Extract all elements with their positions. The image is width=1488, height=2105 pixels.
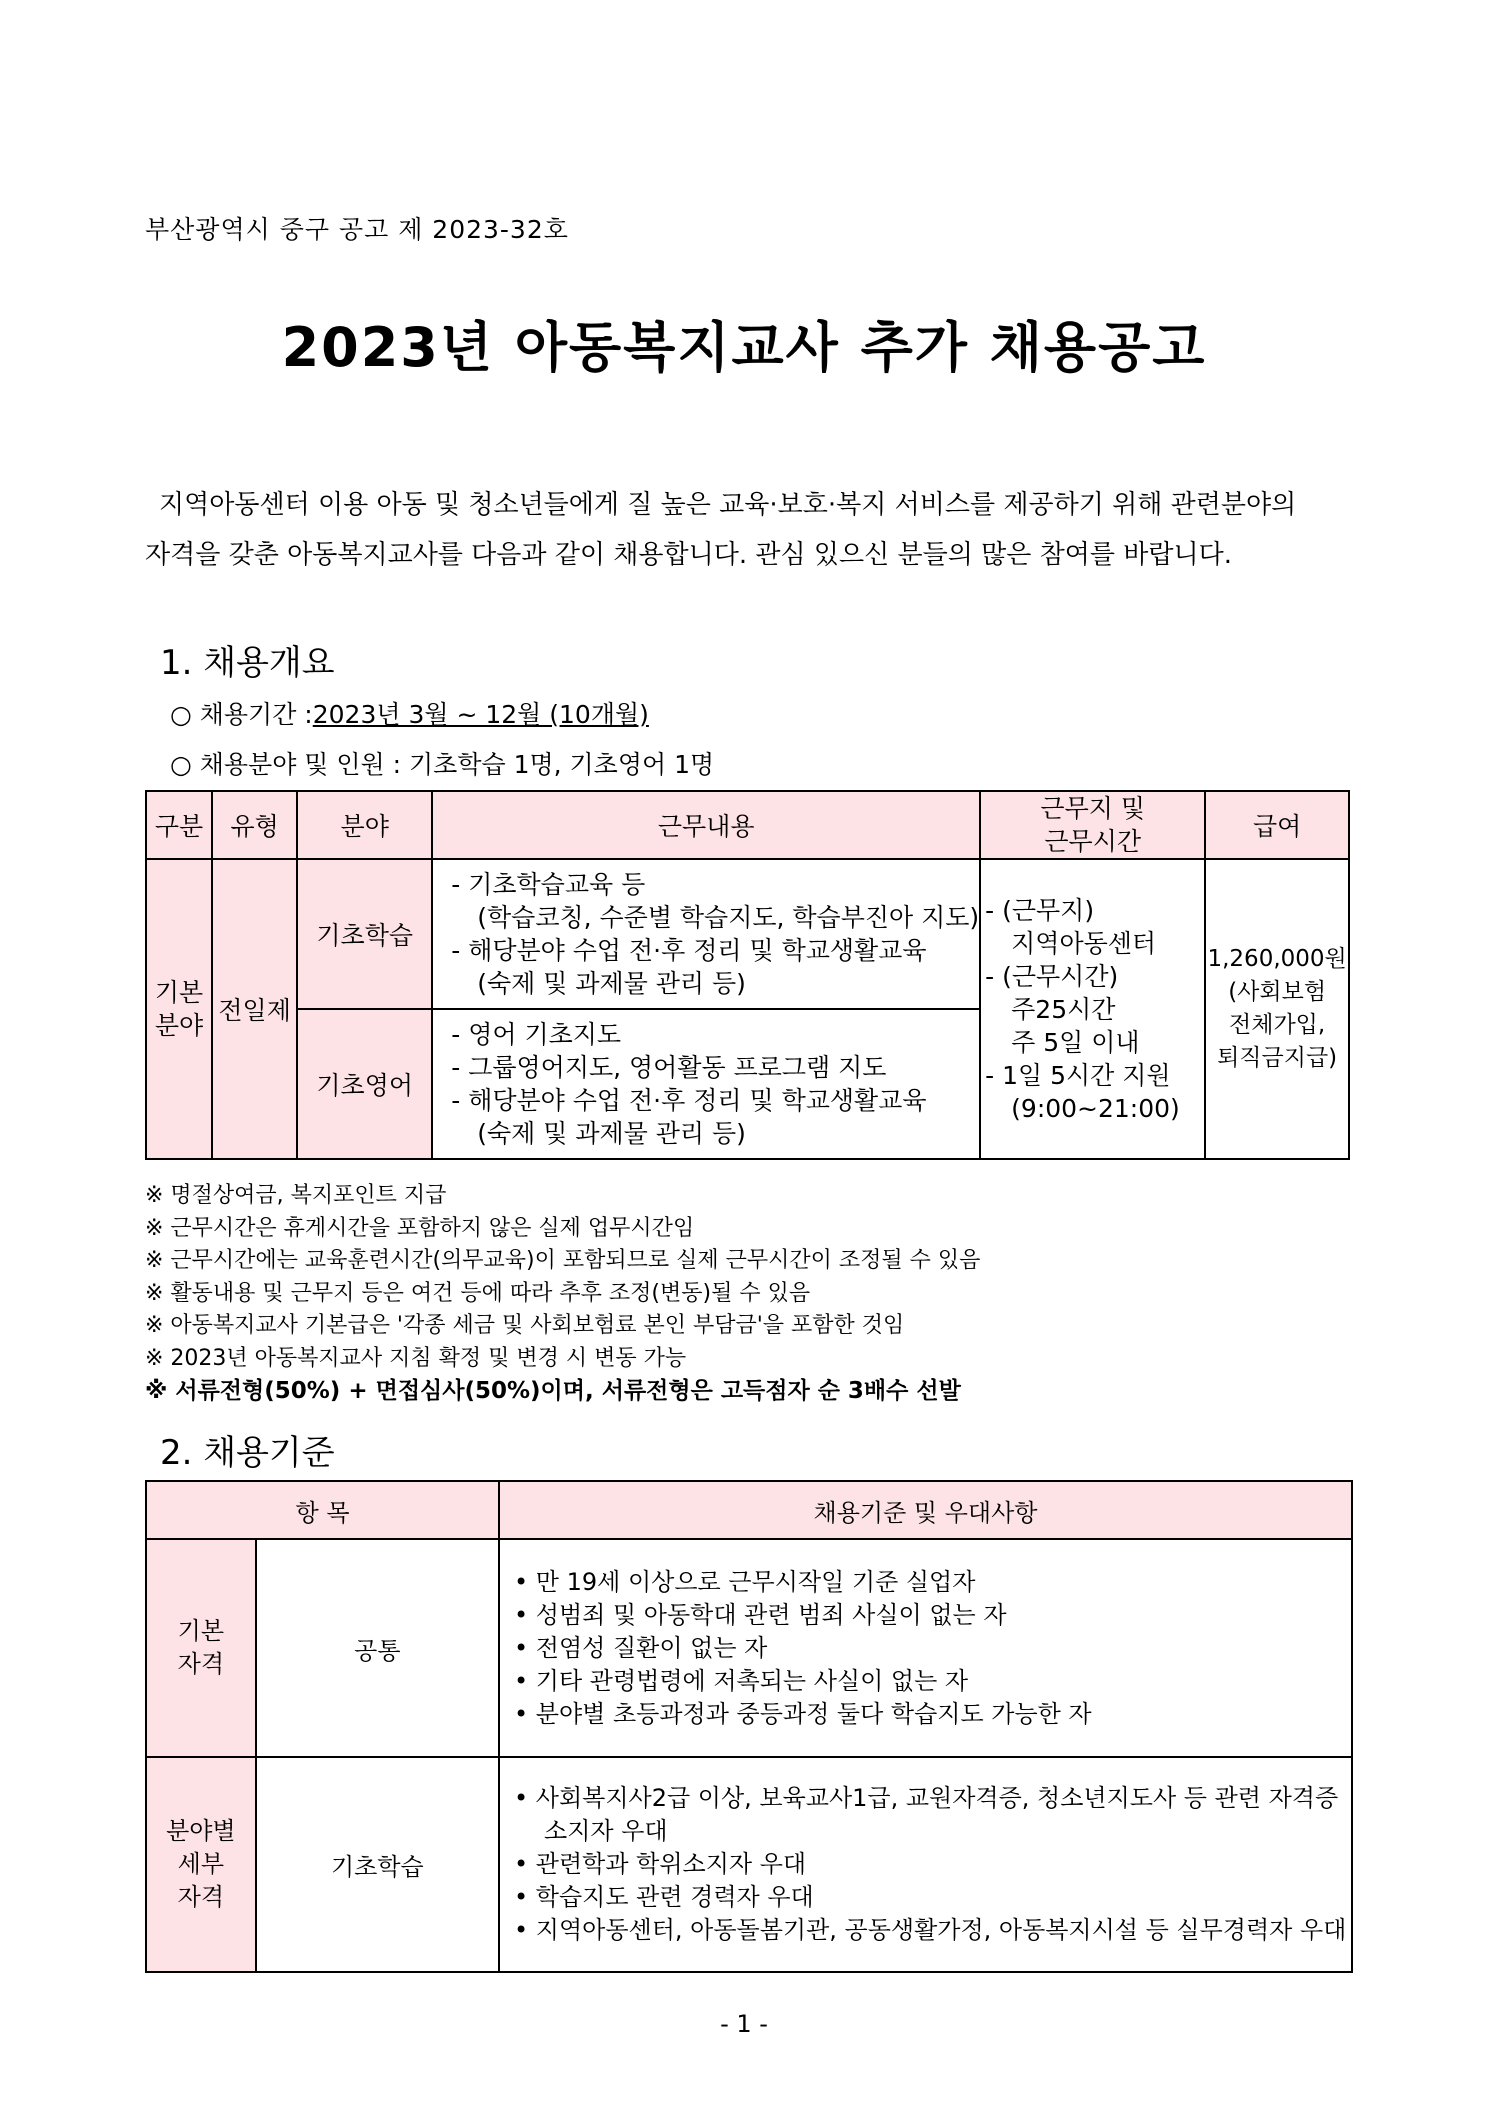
- header-category: 구분: [146, 791, 212, 859]
- recruit-period-label: ○ 채용기간 :: [170, 700, 313, 729]
- criteria-line: 소지자 우대: [544, 1817, 668, 1845]
- header-workplace: [980, 791, 1205, 859]
- note-item: ※ 근무시간은 휴게시간을 포함하지 않은 실제 업무시간임: [145, 1215, 695, 1241]
- note-item: ※ 활동내용 및 근무지 등은 여건 등에 따라 추후 조정(변동)될 수 있음: [145, 1280, 811, 1306]
- duty-line: (학습코칭, 수준별 학습지도, 학습부진아 지도): [477, 903, 980, 932]
- header-criteria: 채용기준 및 우대사항: [499, 1481, 1352, 1539]
- workplace-line: - (근무시간): [985, 961, 1119, 991]
- workplace-line: 지역아동센터: [1011, 928, 1157, 958]
- duty-line: - 그룹영어지도, 영어활동 프로그램 지도: [451, 1053, 887, 1082]
- criteria-item-cell: 기초학습: [256, 1757, 499, 1972]
- criteria-item-cell: 공통: [256, 1539, 499, 1757]
- criteria-category-line: 자격: [177, 1650, 225, 1678]
- category-line: 분야: [154, 1011, 204, 1040]
- workplace-line: (9:00~21:00): [1011, 1093, 1180, 1123]
- field-cell: 기초영어: [297, 1009, 432, 1159]
- note-item: ※ 명절상여금, 복지포인트 지급: [145, 1183, 447, 1208]
- header-item: 항 목: [146, 1481, 499, 1539]
- header-workplace-line: 근무지 및: [1040, 794, 1145, 823]
- criteria-category-line: 분야별: [166, 1817, 236, 1845]
- recruit-fields: ○ 채용분야 및 인원 : 기초학습 1명, 기초영어 1명: [170, 750, 715, 779]
- page-number: - 1 -: [720, 2010, 768, 2038]
- field-cell: 기초학습: [297, 859, 432, 1009]
- duties-cell: [432, 1009, 980, 1159]
- duty-line: (숙제 및 과제물 관리 등): [477, 1119, 746, 1148]
- criteria-line: • 만 19세 이상으로 근무시작일 기준 실업자: [514, 1567, 976, 1596]
- criteria-line: • 성범죄 및 아동학대 관련 범죄 사실이 없는 자: [514, 1600, 1007, 1629]
- duty-line: - 해당분야 수업 전·후 정리 및 학교생활교육: [451, 1086, 927, 1115]
- section-1-heading: 1. 채용개요: [160, 643, 335, 683]
- header-workplace-line: 근무시간: [1044, 827, 1141, 856]
- note-item: ※ 근무시간에는 교육훈련시간(의무교육)이 포함되므로 실제 근무시간이 조정될 수 있음: [145, 1248, 981, 1273]
- criteria-line: • 지역아동센터, 아동돌봄기관, 공동생활가정, 아동복지시설 등 실무경력자 우대: [514, 1916, 1347, 1944]
- notice-number: 부산광역시 중구 공고 제 2023-32호: [145, 215, 569, 244]
- duty-line: - 기초학습교육 등: [451, 870, 646, 899]
- criteria-line: • 분야별 초등과정과 중등과정 둘다 학습지도 가능한 자: [514, 1699, 1092, 1728]
- intro-line: 자격을 갖춘 아동복지교사를 다음과 같이 채용합니다. 관심 있으신 분들의 많은 참여를 바랍니다.: [145, 540, 1232, 570]
- criteria-category-line: 자격: [177, 1883, 225, 1911]
- criteria-category-line: 세부: [177, 1850, 225, 1878]
- category-cell: [146, 859, 212, 1159]
- recruit-period: [170, 695, 649, 731]
- note-item: ※ 아동복지교사 기본급은 '각종 세금 및 사회보험료 본인 부담금'을 포함한 것임: [145, 1313, 905, 1338]
- criteria-line: • 기타 관령법령에 저촉되는 사실이 없는 자: [514, 1666, 969, 1695]
- duties-cell: [432, 859, 980, 1009]
- criteria-list-cell: [499, 1539, 1352, 1757]
- duty-line: (숙제 및 과제물 관리 등): [477, 969, 746, 998]
- recruitment-criteria-table: [145, 1480, 1353, 1973]
- criteria-line: • 관련학과 학위소지자 우대: [514, 1850, 807, 1878]
- workplace-line: 주 5일 이내: [1011, 1027, 1140, 1057]
- salary-line: (사회보험: [1228, 979, 1327, 1005]
- note-item-bold: ※ 서류전형(50%) + 면접심사(50%)이며, 서류전형은 고득점자 순 3배수 선발: [145, 1378, 961, 1404]
- note-item: ※ 2023년 아동복지교사 지침 확정 및 변경 시 변동 가능: [145, 1345, 687, 1371]
- intro-line: 지역아동센터 이용 아동 및 청소년들에게 질 높은 교육·보호·복지 서비스를 제공하기 위해 관련분야의: [159, 490, 1297, 520]
- header-salary: 급여: [1205, 791, 1349, 859]
- workplace-line: - 1일 5시간 지원: [985, 1060, 1171, 1090]
- intro-paragraph: [145, 480, 1355, 580]
- header-type: 유형: [212, 791, 297, 859]
- workplace-cell: [980, 859, 1205, 1159]
- criteria-category-cell: [146, 1539, 256, 1757]
- criteria-line: • 학습지도 관련 경력자 우대: [514, 1883, 814, 1911]
- salary-line: 퇴직금지급): [1217, 1045, 1338, 1071]
- recruit-period-value: 2023년 3월 ~ 12월 (10개월): [312, 700, 649, 729]
- section-2-heading: 2. 채용기준: [160, 1433, 335, 1473]
- duty-line: - 해당분야 수업 전·후 정리 및 학교생활교육: [451, 936, 927, 965]
- salary-line: 전체가입,: [1229, 1012, 1326, 1038]
- duty-line: - 영어 기초지도: [451, 1020, 622, 1049]
- type-cell: 전일제: [212, 859, 297, 1159]
- criteria-category-line: 기본: [177, 1617, 225, 1645]
- salary-cell: [1205, 859, 1349, 1159]
- notes-list: [145, 1180, 980, 1408]
- category-line: 기본: [154, 978, 204, 1007]
- salary-line: 1,260,000원: [1207, 946, 1347, 972]
- recruitment-overview-table: [145, 790, 1350, 1160]
- criteria-category-cell: [146, 1757, 256, 1972]
- criteria-list-cell: [499, 1757, 1352, 1972]
- workplace-line: 주25시간: [1011, 994, 1116, 1024]
- page-title: 2023년 아동복지교사 추가 채용공고: [281, 316, 1207, 379]
- header-field: 분야: [297, 791, 432, 859]
- header-duties: 근무내용: [432, 791, 980, 859]
- workplace-line: - (근무지): [985, 895, 1095, 925]
- criteria-line: • 사회복지사2급 이상, 보육교사1급, 교원자격증, 청소년지도사 등 관련 자격증: [514, 1784, 1339, 1812]
- criteria-line: • 전염성 질환이 없는 자: [514, 1633, 768, 1662]
